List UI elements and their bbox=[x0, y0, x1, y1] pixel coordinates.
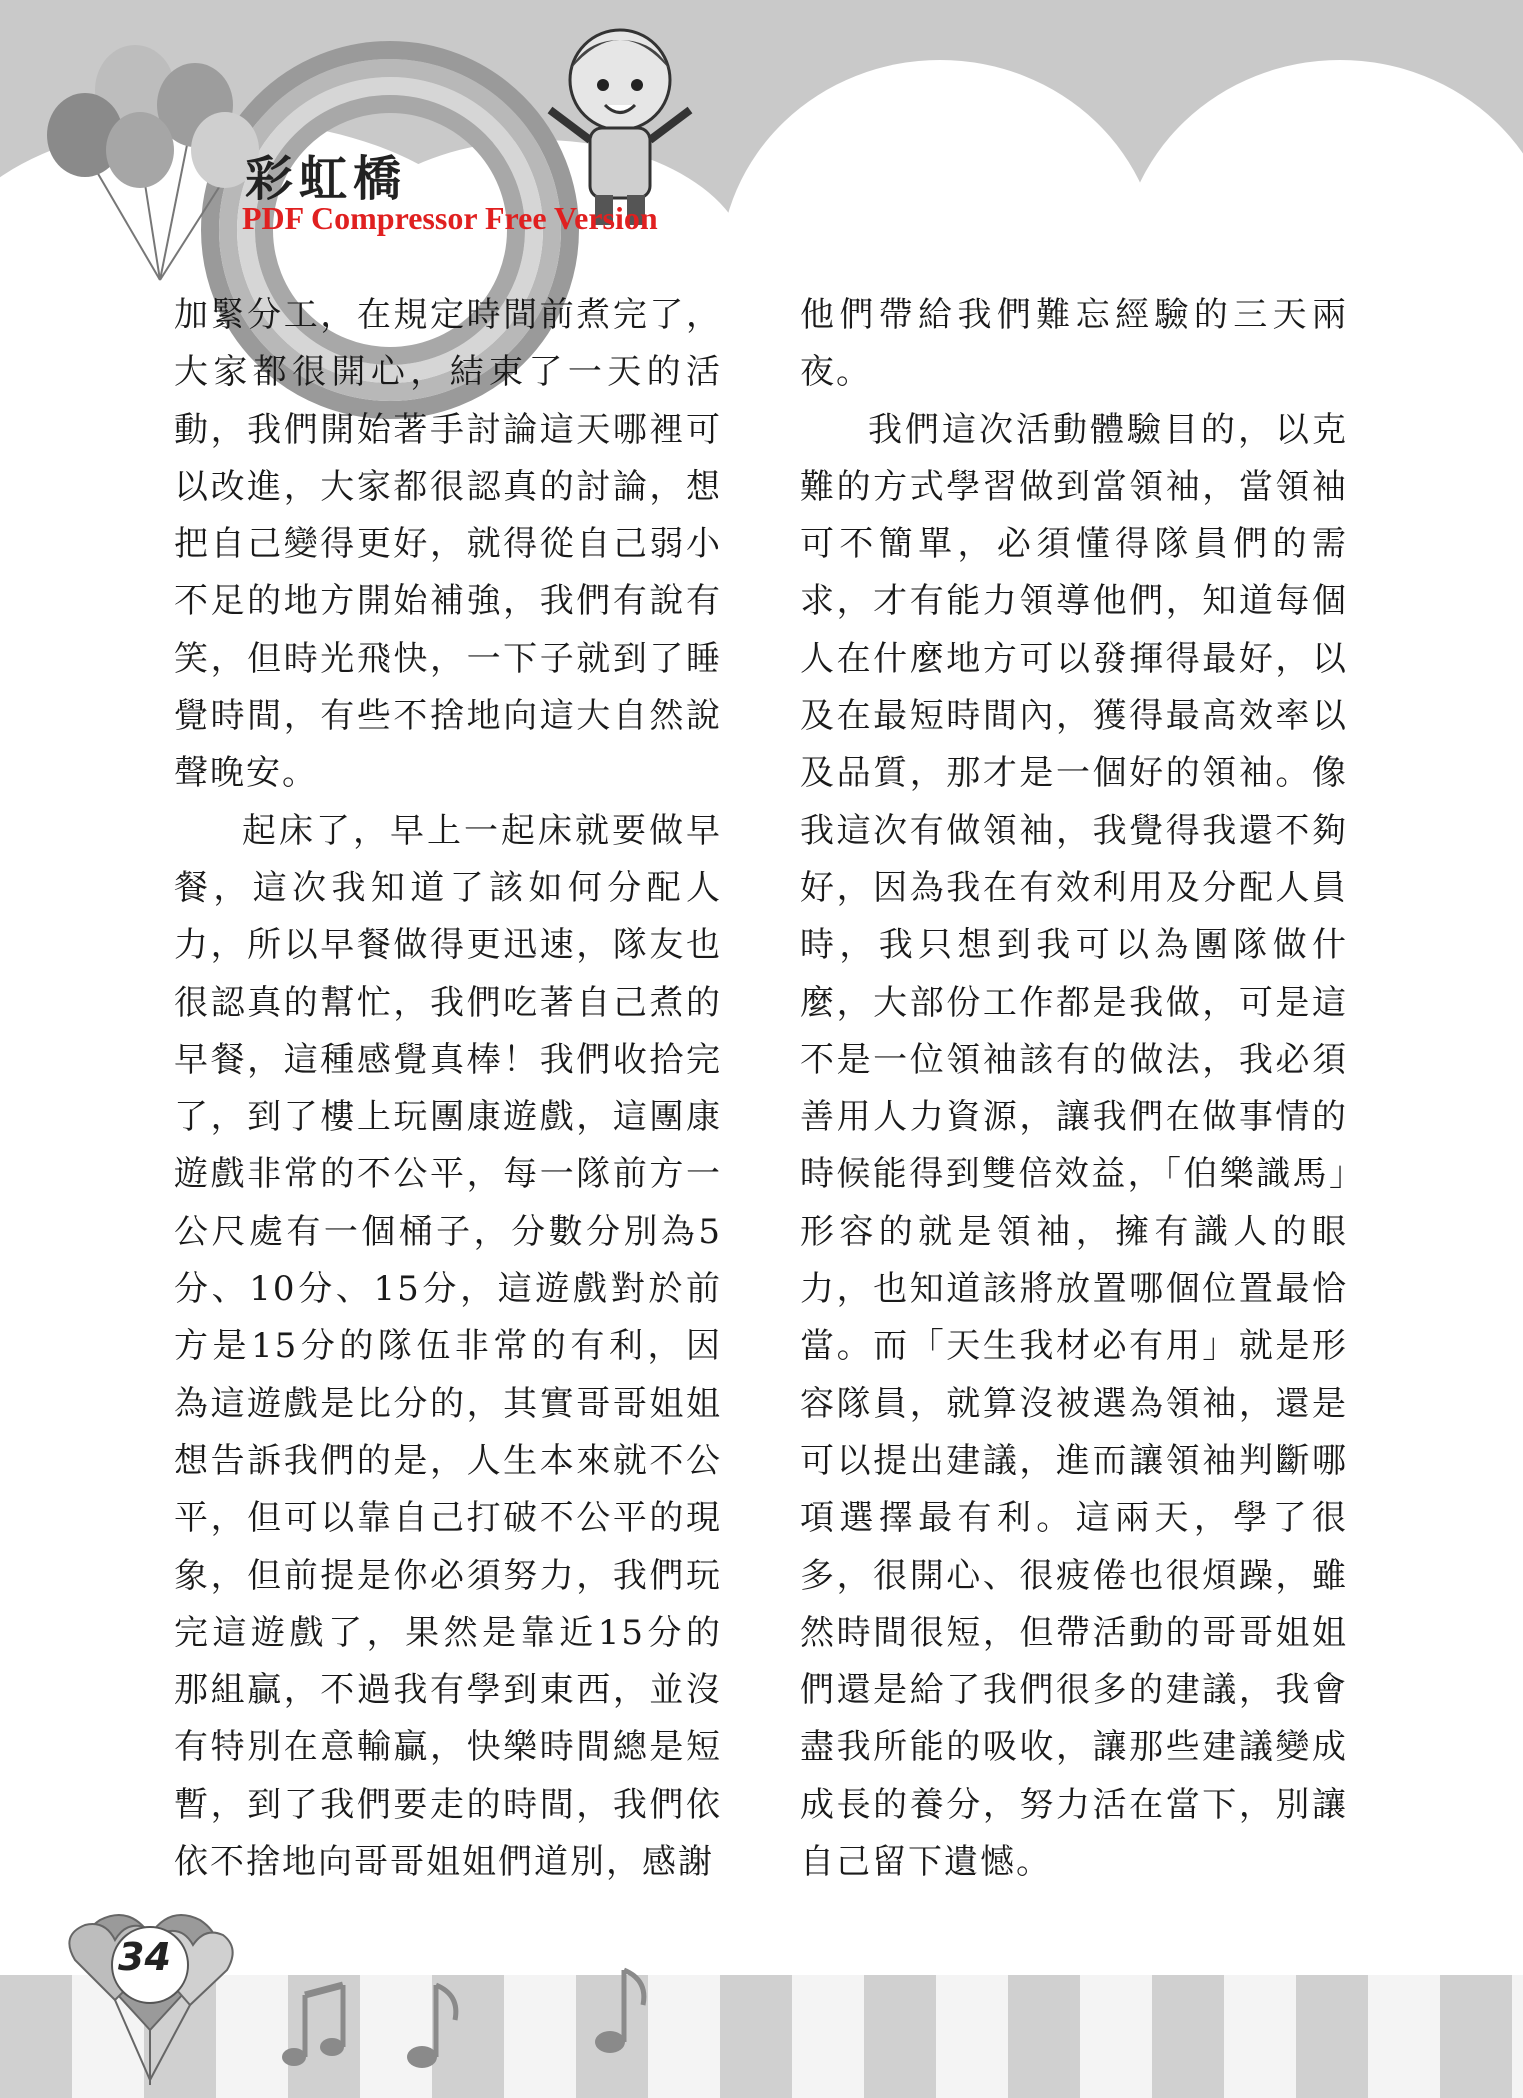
magazine-logo: 彩虹橋 bbox=[245, 151, 408, 207]
page-number: 34 bbox=[118, 1935, 171, 1979]
paragraph: 加緊分工，在規定時間前煮完了，大家都很開心，結束了一天的活動，我們開始著手討論這天哪裡可以改進，大家都很認真的討論，想把自己變得更好，就得從自己弱小不足的地方開始補強，我們有說有笑，但時光飛快，一下子就到了睡覺時間，有些不捨地向這大自然說聲晚安。 bbox=[174, 295, 722, 794]
article-right-column bbox=[800, 287, 1348, 1891]
paragraph: 我們這次活動體驗目的，以克難的方式學習做到當領袖，當領袖可不簡單，必須懂得隊員們的需求，才有能力領導他們，知道每個人在什麼地方可以發揮得最好，以及在最短時間內，獲得最高效率以及品質，那才是一個好的領袖。像我這次有做領袖，我覺得我還不夠好，因為我在有效利用及分配人員時，我只想到我可以為團隊做什麼，大部份工作都是我做，可是這不是一位領袖該有的做法，我必須善用人力資源，讓我們在做事情的時候能得到雙倍效益，「伯樂識馬」形容的就是領袖，擁有識人的眼力，也知道該將放置哪個位置最恰當。而「天生我材必有用」就是形容隊員，就算沒被選為領袖，還是可以提出建議，進而讓領袖判斷哪項選擇最有利。這兩天，學了很多，很開心、很疲倦也很煩躁，雖然時間很短，但帶活動的哥哥姐姐們還是給了我們很多的建議，我會盡我所能的吸收，讓那些建議變成成長的養分，努力活在當下，別讓自己留下遺憾。 bbox=[800, 409, 1348, 1883]
balloons-illustration bbox=[40, 40, 270, 300]
pdf-watermark: PDF Compressor Free Version bbox=[242, 200, 658, 236]
paragraph: 起床了，早上一起床就要做早餐，這次我知道了該如何分配人力，所以早餐做得更迅速，隊友也很認真的幫忙，我們吃著自己煮的早餐，這種感覺真棒！我們收拾完了，到了樓上玩團康遊戲，這團康遊戲非常的不公平，每一隊前方一公尺處有一個桶子，分數分別為5分、10分、15分，這遊戲對於前方是15分的隊伍非常的有利，因為這遊戲是比分的，其實哥哥姐姐想告訴我們的是，人生本來就不公平，但可以靠自己打破不公平的現象，但前提是你必須努力，我們玩完這遊戲了，果然是靠近15分的那組贏，不過我有學到東西，並沒有特別在意輸贏，快樂時間總是短暫，到了我們要走的時間，我們依依不捨地向哥哥姐姐們道別，感謝 bbox=[174, 810, 722, 1883]
paragraph: 他們帶給我們難忘經驗的三天兩夜。 bbox=[800, 295, 1348, 393]
article-left-column bbox=[174, 287, 722, 1891]
music-note-icon bbox=[588, 1960, 658, 2060]
heart-balloons-icon bbox=[55, 1880, 245, 2090]
music-note-icon bbox=[280, 1975, 350, 2075]
boy-character-illustration bbox=[545, 10, 695, 230]
music-note-icon bbox=[400, 1975, 470, 2075]
